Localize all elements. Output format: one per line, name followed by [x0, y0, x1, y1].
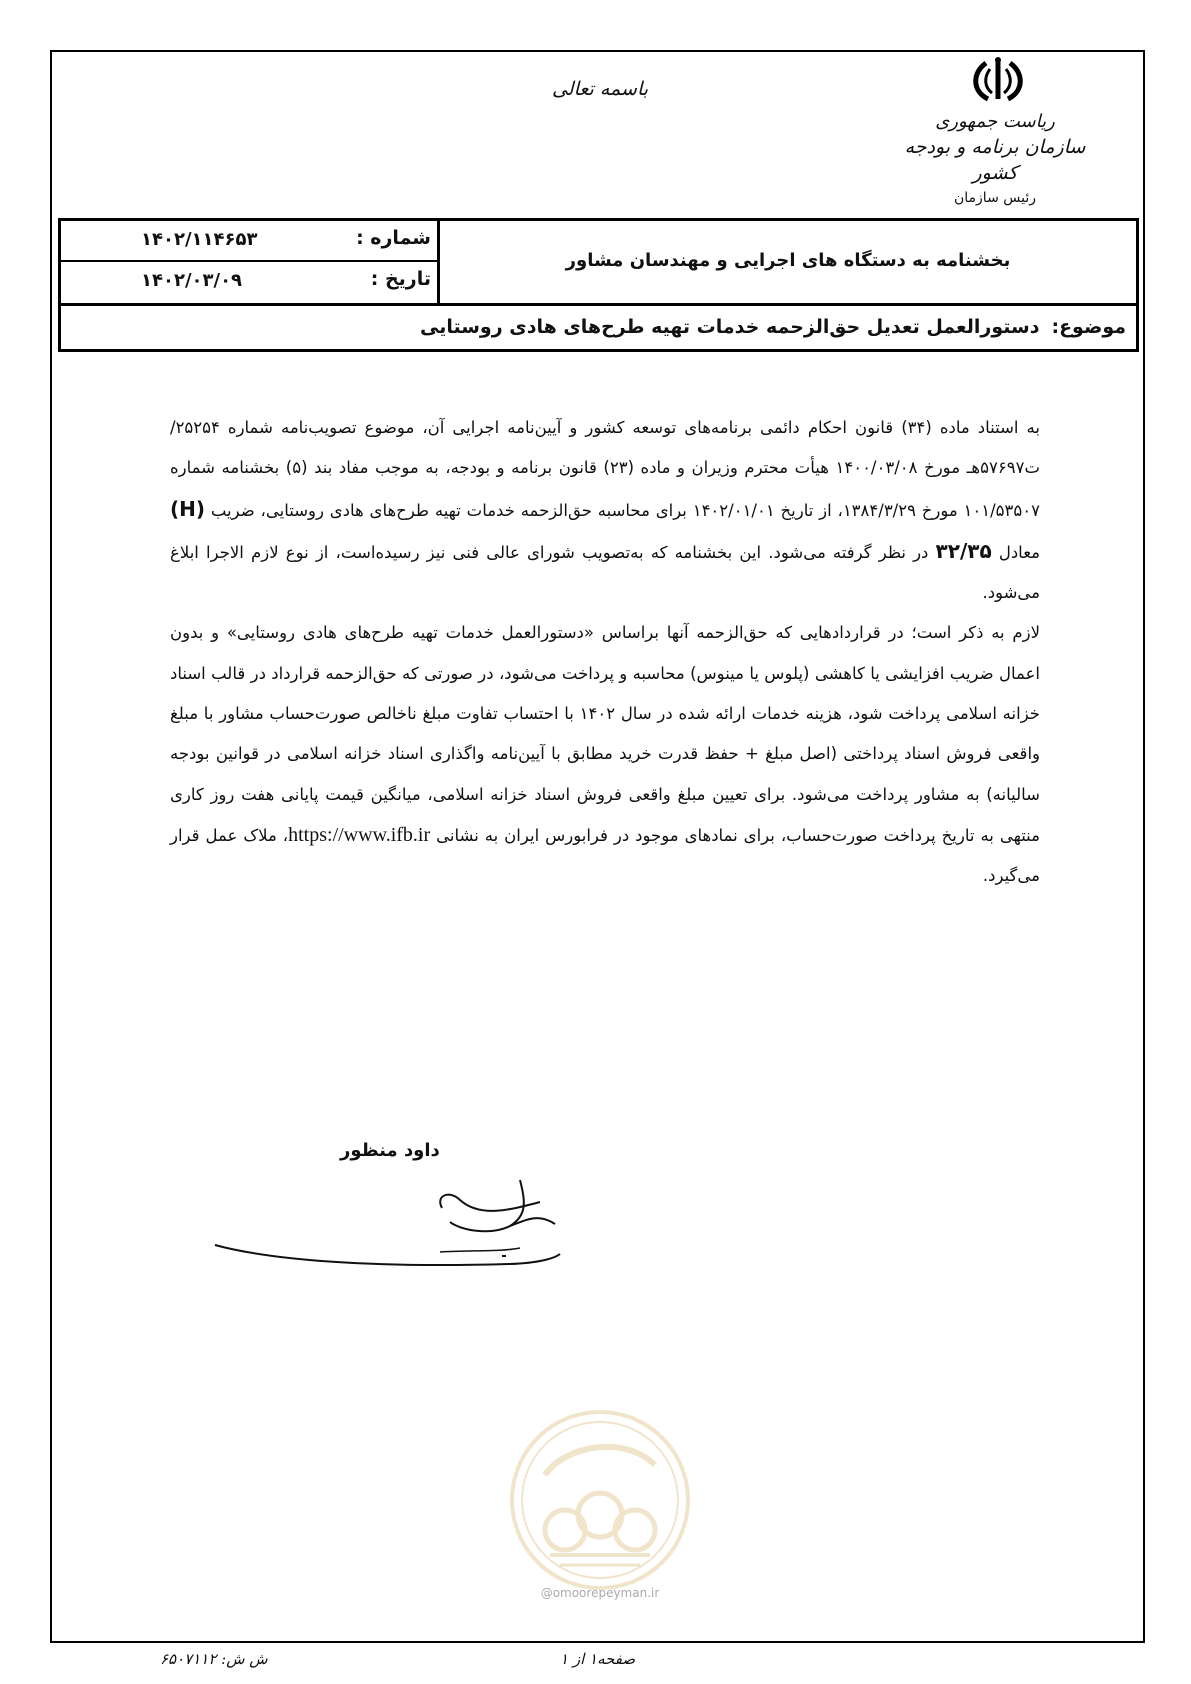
- date-label: تاریخ :: [370, 268, 431, 290]
- ifb-url-link[interactable]: https://www.ifb.ir: [288, 823, 431, 846]
- org-presidency: ریاست جمهوری: [935, 111, 1055, 132]
- p1-text-a: به استناد ماده (۳۴) قانون احکام دائمی برنامه‌های توسعه کشور و آیین‌نامه اجرایی آن، موضوع تصویب‌نامه شماره ۲۵۲۵۴/ت۵۷۶۹۷هـ مورخ ۱۴۰۰/۰۳/۰۸ هیأت محترم وزیران و ماده (۲۳) قانون برنامه و بودجه، به موجب مفاد بند (۵) بخشنامه شماره ۱۰۱/۵۳۵۰۷ مورخ ۱۳۸۴/۳/۲۹، از تاریخ ۱۴۰۲/۰۱/۰۱ برای محاسبه حق‌الزحمه خدمات تهیه طرح‌های هادی روستایی، ضریب: [170, 418, 1040, 520]
- bismillah-heading: باسمه تعالی: [551, 78, 649, 100]
- footer-page-number: صفحه۱ از ۱: [560, 1650, 636, 1668]
- letter-body: [170, 408, 1040, 897]
- number-value: ۱۴۰۲/۱۱۴۶۵۳: [141, 229, 258, 250]
- iran-emblem-icon: [968, 55, 1028, 105]
- letter-meta-cell: [61, 221, 440, 303]
- footer-serial: ش ش: ۶۵۰۷۱۱۲: [160, 1650, 268, 1668]
- signer-name: داود منظور: [340, 1140, 440, 1161]
- p2-text-a: لازم به ذکر است؛ در قراردادهایی که حق‌الزحمه آنها براساس «دستورالعمل خدمات تهیه طرح‌های هادی روستایی» و بدون اعمال ضریب افزایشی یا کاهشی (پلوس یا مینوس) محاسبه و پرداخت می‌شود، در صورتی که حق‌الزحمه قرارداد در قالب اسناد خزانه اسلامی پرداخت شود، هزینه خدمات ارائه شده در سال ۱۴۰۲ با احتساب تفاوت مبلغ ناخالص صورت‌حساب مشاور با مبلغ واقعی فروش اسناد پرداختی (اصل مبلغ + حفظ قدرت خرید مطابق با آیین‌نامه واگذاری اسناد خزانه اسلامی در قوانین بودجه سالیانه) به مشاور پرداخت می‌شود. برای تعیین مبلغ واقعی فروش اسناد خزانه اسلامی، میانگین قیمت پایانی هفت روز کاری منتهی به تاریخ پرداخت صورت‌حساب، برای نمادهای موجود در فرابورس ایران به نشانی: [170, 623, 1041, 845]
- date-value: ۱۴۰۲/۰۳/۰۹: [141, 270, 243, 291]
- p2-text-b: ، ملاک عمل قرار می‌گیرد.: [170, 825, 1040, 886]
- subject-text: دستورالعمل تعدیل حق‌الزحمه خدمات تهیه طرح‌های هادی روستایی: [419, 316, 1040, 338]
- p1-coefficient-value: ۳۲/۳۵: [935, 538, 992, 563]
- org-head-title: رئیس سازمان: [954, 190, 1036, 206]
- letter-header-table: [58, 218, 1139, 352]
- date-row: [61, 262, 437, 302]
- org-name: سازمان برنامه و بودجه کشور: [904, 136, 1086, 184]
- p1-text-b: معادل: [998, 542, 1040, 562]
- body-paragraph-1: [170, 408, 1040, 613]
- watermark-text: @omoorepeyman.ir: [540, 1586, 660, 1600]
- recipient-cell: بخشنامه به دستگاه های اجرایی و مهندسان مشاور: [565, 250, 1011, 271]
- p1-coefficient-symbol: (H): [170, 496, 206, 521]
- body-paragraph-2: [170, 613, 1040, 896]
- organization-block: [900, 110, 1090, 210]
- subject-row: [61, 303, 1136, 349]
- subject-label: موضوع:: [1051, 316, 1126, 338]
- p1-text-c: در نظر گرفته می‌شود. این بخشنامه که به‌تصویب شورای عالی فنی نیز رسیده‌است، از نوع لازم الاجرا ابلاغ می‌شود.: [170, 542, 1040, 603]
- watermark-seal-icon: [505, 1405, 695, 1595]
- number-row: [61, 221, 437, 262]
- handwritten-signature: [210, 1160, 590, 1270]
- number-label: شماره :: [356, 227, 431, 249]
